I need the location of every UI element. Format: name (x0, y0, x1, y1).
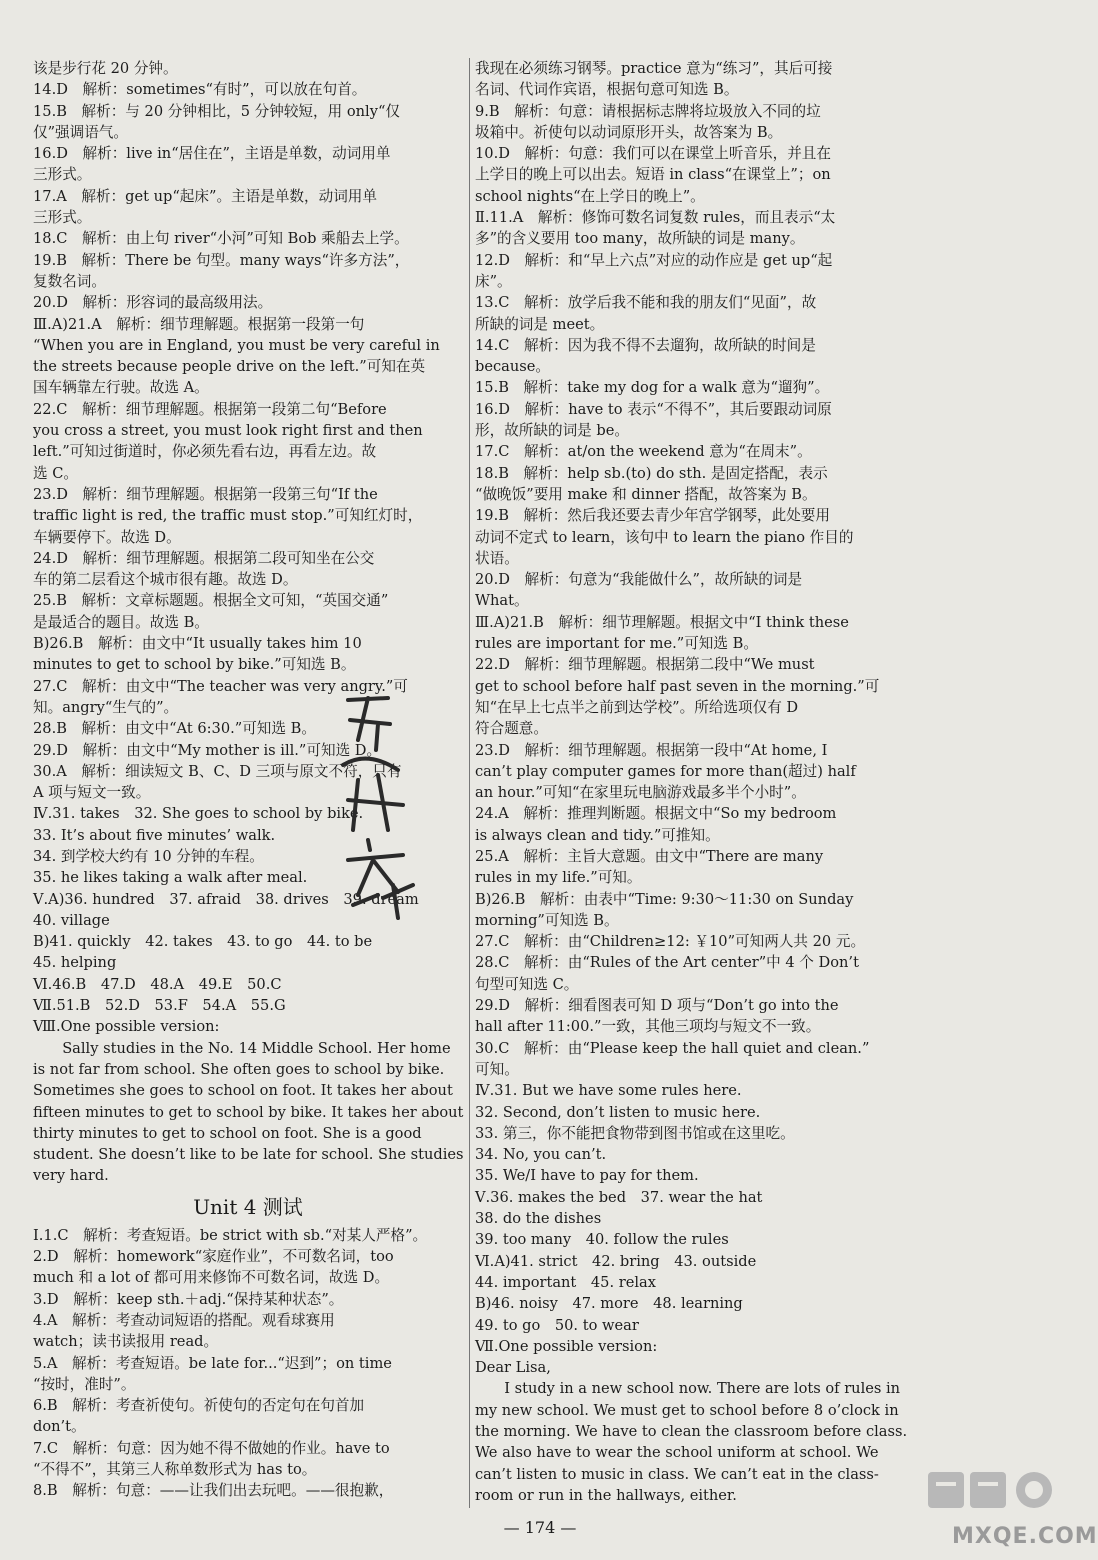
text-line: 国车辆靠左行驶。故选 A。 (33, 379, 209, 397)
text-line: 40. village (33, 911, 110, 929)
text-line: left.”可知过街道时，你必须先看右边，再看左边。故 (33, 443, 377, 461)
text-line: 名词、代词作宾语，根据句意可知选 B。 (475, 81, 739, 99)
text-line: 14.D 解析：sometimes“有时”，可以放在句首。 (33, 81, 367, 99)
text-line: Ⅷ.One possible version: (33, 1018, 220, 1036)
text-line: What。 (475, 592, 529, 610)
text-line: very hard. (33, 1167, 109, 1185)
text-line: 多”的含义要用 too many，故所缺的词是 many。 (475, 230, 805, 248)
text-line: 19.B 解析：然后我还要去青少年宫学钢琴，此处要用 (475, 507, 830, 525)
text-line: 三形式。 (33, 209, 92, 227)
text-line: We also have to wear the school uniform at school. We (475, 1444, 879, 1462)
text-line: student. She doesn’t like to be late for school. She studies (33, 1146, 464, 1164)
text-line: Ⅶ.One possible version: (475, 1337, 658, 1355)
text-line: hall after 11:00.”一致，其他三项均与短文不一致。 (475, 1018, 821, 1036)
text-line: 可知。 (475, 1060, 519, 1078)
text-line: “When you are in England, you must be very careful in (33, 336, 440, 354)
text-line: 车的第二层看这个城市很有趣。故选 D。 (33, 571, 298, 589)
text-line: Ⅲ.A)21.B 解析：细节理解题。根据文中“I think these (475, 613, 849, 631)
text-line: 15.B 解析：与 20 分钟相比，5 分钟较短，用 only“仅 (33, 102, 400, 120)
text-line: 22.C 解析：细节理解题。根据第一段第二句“Before (33, 400, 387, 418)
text-line: 仅”强调语气。 (33, 123, 129, 141)
text-line: fifteen minutes to get to school by bike. It takes her about (33, 1103, 464, 1121)
text-line: can’t play computer games for more than(超过) half (475, 762, 856, 780)
text-line: Ⅵ.A)41. strict 42. bring 43. outside (475, 1252, 757, 1270)
text-line: 20.D 解析：句意为“我能做什么”，故所缺的词是 (475, 571, 803, 589)
sample-essay (33, 1038, 463, 1187)
text-line: 15.B 解析：take my dog for a walk 意为“遛狗”。 (475, 379, 830, 397)
text-line: 9.B 解析：句意：请根据标志牌将垃圾放入不同的垃 (475, 102, 821, 120)
text-line: 39. too many 40. follow the rules (475, 1231, 729, 1249)
text-line: 上学日的晚上可以出去。短语 in class“在课堂上”；on (475, 166, 831, 184)
text-line: 13.C 解析：放学后我不能和我的朋友们“见面”，故 (475, 294, 817, 312)
text-line: an hour.”可知“在家里玩电脑游戏最多半个小时”。 (475, 784, 806, 802)
text-line: “不得不”，其第三人称单数形式为 has to。 (33, 1461, 317, 1478)
text-line: 车辆要停下。故选 D。 (33, 528, 181, 546)
text-line: 18.B 解析：help sb.(to) do sth. 是固定搭配，表示 (475, 464, 828, 482)
text-line: 该是步行花 20 分钟。 (33, 60, 178, 77)
text-line: Ⅶ.51.B 52.D 53.F 54.A 55.G (33, 997, 286, 1015)
watermark-text: MXQE.COM (952, 1524, 1098, 1549)
text-line: 动词不定式 to learn，该句中 to learn the piano 作目的 (475, 528, 854, 546)
text-line: 2.D 解析：homework“家庭作业”，不可数名词，too (33, 1248, 394, 1266)
text-line: 32. Second, don’t listen to music here. (475, 1103, 761, 1121)
text-line: Ⅳ.31. takes 32. She goes to school by bike. (33, 805, 364, 823)
text-line: A 项与短文一致。 (33, 784, 151, 802)
text-line: much 和 a lot of 都可用来修饰不可数名词，故选 D。 (33, 1269, 390, 1287)
text-line: minutes to get to school by bike.”可知选 B。 (33, 656, 356, 674)
text-line: rules are important for me.”可知选 B。 (475, 635, 758, 653)
text-line: traffic light is red, the traffic must stop.”可知红灯时， (33, 507, 423, 525)
text-line: B)41. quickly 42. takes 43. to go 44. to be (33, 933, 373, 951)
text-line: 17.A 解析：get up“起床”。主语是单数，动词用单 (33, 187, 377, 205)
text-line: the morning. We have to clean the classroom before class. (475, 1423, 908, 1440)
text-line: 35. We/I have to pay for them. (475, 1167, 699, 1185)
handwritten-annotation (318, 680, 448, 920)
text-line: 33. 第三，你不能把食物带到图书馆或在这里吃。 (475, 1124, 795, 1142)
text-line: morning”可知选 B。 (475, 911, 619, 929)
text-line: 知。angry“生气的”。 (33, 698, 179, 716)
text-line: 是最适合的题目。故选 B。 (33, 613, 209, 631)
text-line: 12.D 解析：和“早上六点”对应的动作应是 get up“起 (475, 251, 833, 269)
right-column (475, 58, 933, 1506)
text-line: 三形式。 (33, 166, 92, 184)
text-line: 19.B 解析：There be 句型。many ways“许多方法”， (33, 251, 410, 269)
text-line: 复数名词。 (33, 272, 106, 290)
text-line: 16.D 解析：have to 表示“不得不”，其后要跟动词原 (475, 400, 832, 418)
text-line: 38. do the dishes (475, 1210, 602, 1228)
text-line: 23.D 解析：细节理解题。根据第一段中“At home, I (475, 741, 828, 759)
text-line: rules in my life.”可知。 (475, 869, 642, 887)
text-line: 25.B 解析：文章标题题。根据全文可知，“英国交通” (33, 592, 389, 610)
text-line: 4.A 解析：考查动词短语的搭配。观看球赛用 (33, 1311, 335, 1329)
text-line: don’t。 (33, 1418, 86, 1436)
text-line: 3.D 解析：keep sth.＋adj.“保持某种状态”。 (33, 1290, 344, 1308)
column-divider (469, 58, 470, 1508)
text-line: Ⅲ.A)21.A 解析：细节理解题。根据第一段第一句 (33, 315, 365, 333)
text-line: because。 (475, 358, 550, 376)
text-line: 34. No, you can’t. (475, 1146, 607, 1164)
text-line: 6.B 解析：考查祈使句。祈使句的否定句在句首加 (33, 1397, 365, 1415)
text-line: 我现在必须练习钢琴。practice 意为“练习”，其后可接 (475, 60, 833, 77)
text-line: 28.C 解析：由“Rules of the Art center”中 4 个 Don’t (475, 954, 859, 972)
text-line: Ⅳ.31. But we have some rules here. (475, 1082, 742, 1100)
text-line: Ⅵ.46.B 47.D 48.A 49.E 50.C (33, 975, 282, 993)
text-line: 7.C 解析：句意：因为她不得不做她的作业。have to (33, 1439, 390, 1457)
text-line: watch；读书读报用 read。 (33, 1333, 219, 1351)
text-line: B)26.B 解析：由文中“It usually takes him 10 (33, 635, 362, 653)
text-line: 25.A 解析：主旨大意题。由文中“There are many (475, 847, 824, 865)
text-line: my new school. We must get to school before 8 o’clock in (475, 1401, 899, 1419)
text-line: 14.C 解析：因为我不得不去遛狗，故所缺的时间是 (475, 336, 816, 354)
text-line: 27.C 解析：由“Children≥12: ￥10”可知两人共 20 元。 (475, 933, 866, 951)
text-line: 选 C。 (33, 464, 78, 482)
text-line: the streets because people drive on the left.”可知在英 (33, 358, 426, 376)
text-line: I study in a new school now. There are lots of rules in (504, 1380, 901, 1398)
text-line: B)26.B 解析：由表中“Time: 9:30～11:30 on Sunday (475, 890, 854, 908)
text-line: thirty minutes to get to school on foot. She is a good (33, 1124, 422, 1142)
text-line: 22.D 解析：细节理解题。根据第二段中“We must (475, 656, 815, 674)
text-line: 30.A 解析：细读短文 B、C、D 三项与原文不符，只有 (33, 762, 402, 780)
unit4-answer-lines (33, 1225, 463, 1502)
text-line: get to school before half past seven in the morning.”可 (475, 677, 880, 695)
text-line: Sometimes she goes to school on foot. It takes her about (33, 1082, 453, 1100)
text-line: is always clean and tidy.”可推知。 (475, 826, 720, 844)
unit-heading: Unit 4 测试 (193, 1194, 303, 1219)
text-line: can’t listen to music in class. We can’t eat in the class- (475, 1465, 879, 1483)
text-line: 知“在早上七点半之前到达学校”。所给选项仅有 D (475, 698, 799, 716)
text-line: you cross a street, you must look right first and then (33, 422, 423, 440)
text-line: 20.D 解析：形容词的最高级用法。 (33, 294, 273, 312)
text-line: Ⅱ.11.A 解析：修饰可数名词复数 rules，而且表示“太 (475, 209, 836, 227)
text-line: 所缺的词是 meet。 (475, 315, 605, 333)
sample-letter (475, 1378, 933, 1506)
text-line: 17.C 解析：at/on the weekend 意为“在周末”。 (475, 443, 812, 461)
right-answer-lines (475, 58, 933, 1378)
text-line: 床”。 (475, 272, 512, 290)
text-line: “按时，准时”。 (33, 1375, 136, 1393)
page-number: — 174 — (503, 1518, 577, 1537)
text-line: 33. It’s about five minutes’ walk. (33, 826, 276, 844)
text-line: 49. to go 50. to wear (475, 1316, 639, 1334)
text-line: Dear Lisa, (475, 1359, 551, 1377)
text-line: Ⅴ.36. makes the bed 37. wear the hat (475, 1188, 763, 1206)
text-line: 8.B 解析：句意：——让我们出去玩吧。——很抱歉， (33, 1482, 394, 1500)
text-line: 符合题意。 (475, 720, 548, 738)
text-line: 30.C 解析：由“Please keep the hall quiet and clean.” (475, 1039, 870, 1057)
text-line: 28.B 解析：由文中“At 6:30.”可知选 B。 (33, 720, 316, 738)
text-line: room or run in the hallways, either. (475, 1486, 737, 1504)
text-line: 24.D 解析：细节理解题。根据第二段可知坐在公交 (33, 549, 375, 567)
text-line: Ⅰ.1.C 解析：考查短语。be strict with sb.“对某人严格”。 (33, 1226, 428, 1244)
text-line: 27.C 解析：由文中“The teacher was very angry.”可 (33, 677, 408, 695)
text-line: is not far from school. She often goes to school by bike. (33, 1060, 445, 1078)
text-line: 29.D 解析：细看图表可知 D 项与“Don’t go into the (475, 997, 839, 1015)
text-line: “做晚饭”要用 make 和 dinner 搭配，故答案为 B。 (475, 485, 817, 503)
text-line: Ⅴ.A)36. hundred 37. afraid 38. drives 39. dream (33, 890, 419, 908)
text-line: 16.D 解析：live in“居住在”，主语是单数，动词用单 (33, 145, 391, 163)
text-line: 句型可知选 C。 (475, 975, 579, 993)
text-line: 23.D 解析：细节理解题。根据第一段第三句“If the (33, 485, 378, 503)
text-line: 10.D 解析：句意：我们可以在课堂上听音乐，并且在 (475, 145, 831, 163)
text-line: 35. he likes taking a walk after meal. (33, 869, 308, 887)
text-line: 状语。 (475, 549, 519, 567)
text-line: 44. important 45. relax (475, 1273, 656, 1291)
text-line: 29.D 解析：由文中“My mother is ill.”可知选 D。 (33, 741, 382, 759)
text-line: Sally studies in the No. 14 Middle School. Her home (62, 1039, 451, 1057)
text-line: 45. helping (33, 954, 117, 972)
text-line: 34. 到学校大约有 10 分钟的车程。 (33, 847, 264, 865)
text-line: B)46. noisy 47. more 48. learning (475, 1295, 743, 1313)
text-line: school nights“在上学日的晚上”。 (475, 187, 705, 205)
text-line: 5.A 解析：考查短语。be late for...“迟到”；on time (33, 1354, 392, 1372)
text-line: 24.A 解析：推理判断题。根据文中“So my bedroom (475, 805, 837, 823)
text-line: 18.C 解析：由上句 river“小河”可知 Bob 乘船去上学。 (33, 230, 409, 248)
text-line: 形，故所缺的词是 be。 (475, 422, 629, 440)
text-line: 圾箱中。祈使句以动词原形开头，故答案为 B。 (475, 123, 783, 141)
